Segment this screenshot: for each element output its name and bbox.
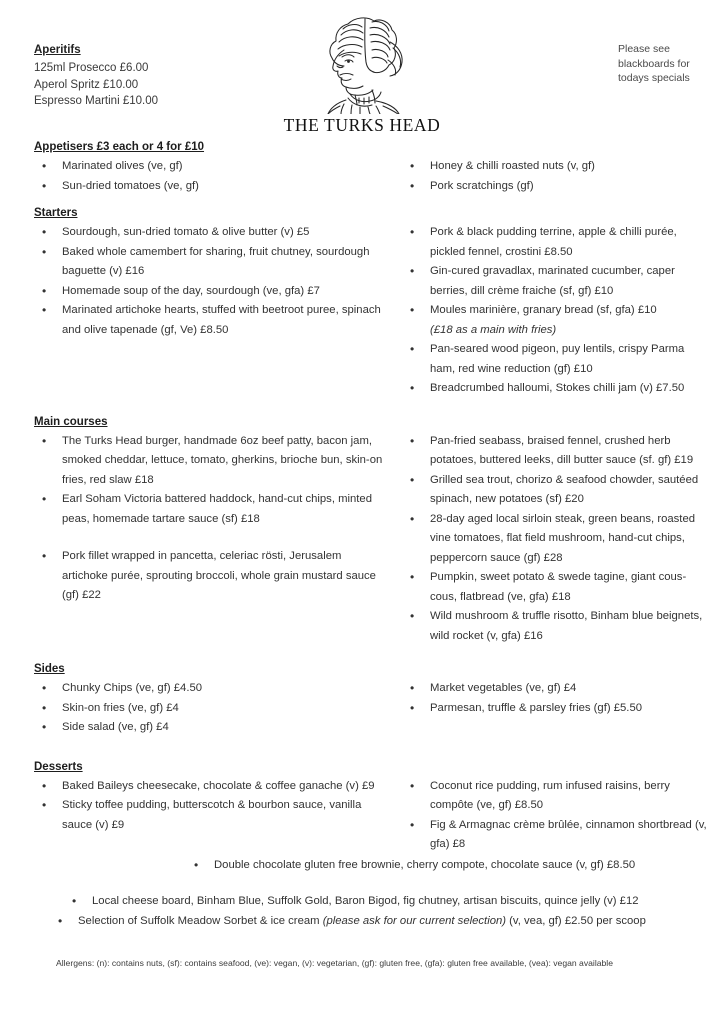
spacer xyxy=(34,529,390,547)
wide-items-block xyxy=(0,855,724,931)
menu-item: • Honey & chilli roasted nuts (v, gf) xyxy=(402,157,710,177)
menu-header xyxy=(0,0,724,140)
starters-right-list xyxy=(402,223,710,399)
menu-item: • Sun-dried tomatoes (ve, gf) xyxy=(34,177,390,197)
menu-item: • Baked whole camembert for sharing, fruit chutney, sourdough baguette (v) £16 xyxy=(34,243,390,282)
specials-note: Please see blackboards for todays specials xyxy=(618,43,690,84)
aperitifs-heading: Aperitifs xyxy=(34,44,81,56)
menu-item: • Parmesan, truffle & parsley fries (gf) £5.50 xyxy=(402,699,710,719)
section-heading-starters: Starters xyxy=(34,207,78,219)
menu-item: • Coconut rice pudding, rum infused raisins, berry compôte (ve, gf) £8.50 xyxy=(402,777,710,816)
menu-item: • Breadcrumbed halloumi, Stokes chilli jam (v) £7.50 xyxy=(402,379,710,399)
aperitif-item: 125ml Prosecco £6.00 xyxy=(34,62,149,74)
turks-head-profile-logo-icon xyxy=(310,2,414,114)
menu-item: • Pan-seared wood pigeon, puy lentils, crispy Parma ham, red wine reduction (gf) £10 xyxy=(402,340,710,379)
appetisers-right-list xyxy=(402,157,710,196)
aperitif-item: Aperol Spritz £10.00 xyxy=(34,78,139,91)
menu-item: • Side salad (ve, gf) £4 xyxy=(34,718,390,738)
mains-left-list xyxy=(34,432,390,606)
brand-block xyxy=(0,2,724,136)
section-heading-sides: Sides xyxy=(34,663,65,675)
menu-item: • Grilled sea trout, chorizo & seafood chowder, sautéed spinach, new potatoes (sf) £20 xyxy=(402,471,710,510)
menu-item: • Homemade soup of the day, sourdough (ve, gfa) £7 xyxy=(34,282,390,302)
desserts-right-list xyxy=(402,777,710,855)
menu-item: • Gin-cured gravadlax, marinated cucumber, caper berries, dill crème fraiche (sf, gf) £10 xyxy=(402,262,710,301)
wide-list-final xyxy=(34,891,710,931)
menu-item: • Sticky toffee pudding, butterscotch & bourbon sauce, vanilla sauce (v) £9 xyxy=(34,796,390,835)
menu-item: • Marinated olives (ve, gf) xyxy=(34,157,390,177)
menu-item: • Sourdough, sun-dried tomato & olive butter (v) £5 xyxy=(34,223,390,243)
section-sides xyxy=(0,662,724,738)
aperitif-item: Espresso Martini £10.00 xyxy=(34,95,159,107)
sorbet-text-italic: (please ask for our current selection) xyxy=(322,914,507,927)
menu-item: • Earl Soham Victoria battered haddock, hand-cut chips, minted peas, homemade tartare sauce (sf) £18 xyxy=(34,490,390,529)
menu-item: • Skin-on fries (ve, gf) £4 xyxy=(34,699,390,719)
menu-item-brownie: • Double chocolate gluten free brownie, cherry compote, chocolate sauce (v, gf) £8.50 xyxy=(34,855,710,875)
menu-item: • The Turks Head burger, handmade 6oz beef patty, bacon jam, smoked cheddar, lettuce, tomato, gherkins, brioche bun, skin-on fries, red slaw £18 xyxy=(34,432,390,491)
menu-item-note: (£18 as a main with fries) xyxy=(430,323,557,336)
menu-item: • Marinated artichoke hearts, stuffed with beetroot puree, spinach and olive tapenade (gf, Ve) £8.50 xyxy=(34,301,390,340)
section-appetisers xyxy=(0,140,724,196)
menu-item: • Wild mushroom & truffle risotto, Binham blue beignets, wild rocket (v, gfa) £16 xyxy=(402,607,710,646)
menu-item-sorbet xyxy=(34,911,710,931)
appetisers-left-list xyxy=(34,157,390,196)
section-heading-desserts: Desserts xyxy=(34,760,83,773)
desserts-left-list xyxy=(34,777,390,836)
menu-item: • Pork fillet wrapped in pancetta, celeriac rösti, Jerusalem artichoke purée, sprouting broccoli, whole grain mustard sauce (gf) £22 xyxy=(34,547,390,606)
sides-right-list xyxy=(402,679,710,718)
menu-item: • Pork & black pudding terrine, apple & chilli purée, pickled fennel, crostini £8.50 xyxy=(402,223,710,262)
sides-left-list xyxy=(34,679,390,738)
section-heading-appetisers: Appetisers £3 each or 4 for £10 xyxy=(34,141,205,153)
section-heading-main-courses: Main courses xyxy=(34,415,108,428)
section-desserts xyxy=(0,760,724,855)
menu-item: • 28-day aged local sirloin steak, green beans, roasted vine tomatoes, flat field mushroom, hand-cut chips, peppercorn sauce (gf) £28 xyxy=(402,510,710,569)
menu-item: • Moules marinière, granary bread (sf, gfa) £10 xyxy=(402,301,710,321)
section-main-courses xyxy=(0,415,724,647)
menu-item: • Pumpkin, sweet potato & swede tagine, giant cous-cous, flatbread (ve, gfa) £18 xyxy=(402,568,710,607)
menu-item: • Market vegetables (ve, gf) £4 xyxy=(402,679,710,699)
section-starters xyxy=(0,206,724,399)
allergens-note: Allergens: (n): contains nuts, (sf): contains seafood, (ve): vegan, (v): vegetarian, (gf): gluten free, (gfa): gluten free available, (vea): vegan available xyxy=(56,958,613,968)
menu-item: • Pork scratchings (gf) xyxy=(402,177,710,197)
sorbet-text-pre: Selection of Suffolk Meadow Sorbet & ice cream xyxy=(78,914,323,927)
mains-right-list xyxy=(402,432,710,647)
menu-item: • Baked Baileys cheesecake, chocolate & coffee ganache (v) £9 xyxy=(34,777,390,797)
menu-item: • Chunky Chips (ve, gf) £4.50 xyxy=(34,679,390,699)
menu-item: • Fig & Armagnac crème brûlée, cinnamon shortbread (v, gfa) £8 xyxy=(402,816,710,855)
wide-list xyxy=(34,855,710,875)
starters-left-list xyxy=(34,223,390,340)
wordmark: THE TURKS HEAD xyxy=(283,115,441,135)
sorbet-text-post: (v, vea, gf) £2.50 per scoop xyxy=(506,914,646,927)
menu-item: • Pan-fried seabass, braised fennel, crushed herb potatoes, buttered leeks, dill butter sauce (sf. gf) £19 xyxy=(402,432,710,471)
menu-item-cheese-board: • Local cheese board, Binham Blue, Suffolk Gold, Baron Bigod, fig chutney, artisan biscuits, quince jelly (v) £12 xyxy=(34,891,710,911)
